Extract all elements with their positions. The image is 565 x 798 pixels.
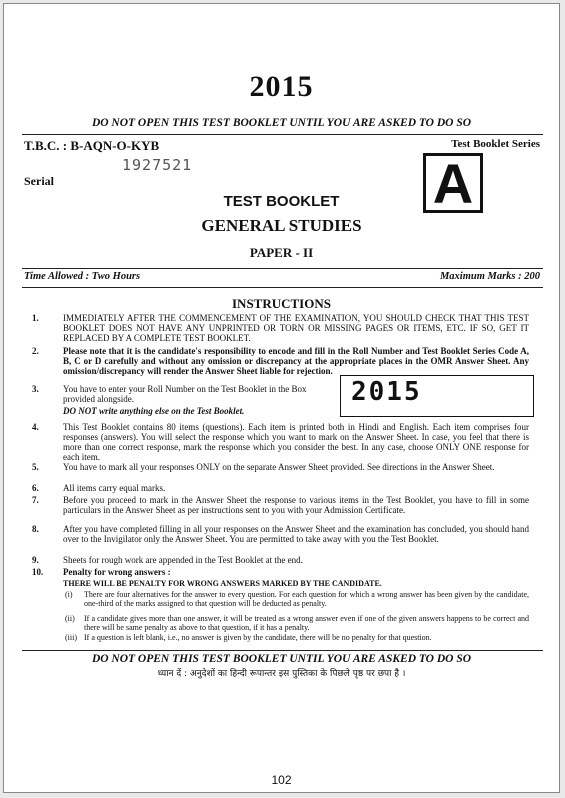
- item-number: 3.: [32, 384, 39, 394]
- item-number: 1.: [32, 313, 39, 323]
- sub-item-text: If a question is left blank, i.e., no answer is given by the candidate, there will be no penalty for that question.: [84, 633, 432, 642]
- series-label: Test Booklet Series: [451, 138, 540, 150]
- item-number: 2.: [32, 346, 39, 356]
- instruction-text: Please note that it is the candidate's responsibility to encode and fill in the Roll Number and Test Booklet Series Code A, B, C or D carefully and without any omission or discrepancy at the appropriate places in the OMR Answer Sheet. Any omission/discrepancy will render the Answer Sheet liable for rejection.: [63, 346, 529, 377]
- instruction-text: IMMEDIATELY AFTER THE COMMENCEMENT OF THE EXAMINATION, YOU SHOULD CHECK THAT THIS TEST BOOKLET DOES NOT HAVE ANY UNPRINTED OR TORN OR MISSING PAGES OR ITEMS, ETC. IF SO, GET IT REPLACED BY A COMPLETE TEST BOOKLET.: [63, 313, 529, 344]
- sub-item-text: There are four alternatives for the answer to every question. For each question for which a wrong answer has been given by the candidate, one-third of the marks assigned to that question will be deducted as penalty.: [84, 590, 529, 608]
- sub-item-number: (i): [65, 590, 73, 599]
- instruction-text: DO NOT write anything else on the Test Booklet.: [63, 406, 245, 416]
- item-number: 5.: [32, 462, 39, 472]
- item-number: 8.: [32, 524, 39, 534]
- instructions-title: INSTRUCTIONS: [232, 296, 331, 311]
- serial-number: 1927521: [122, 156, 193, 174]
- hindi-note: ध्यान दें : अनुदेशों का हिन्दी रूपान्तर इस पुस्तिका के पिछले पृष्ठ पर छपा है ।: [157, 669, 406, 679]
- sub-item-number: (ii): [65, 614, 75, 623]
- time-allowed: Time Allowed : Two Hours: [24, 271, 141, 282]
- paper-title: PAPER - II: [249, 245, 314, 260]
- tbc-code: T.B.C. : B-AQN-O-KYB: [24, 138, 160, 153]
- penalty-heading: THERE WILL BE PENALTY FOR WRONG ANSWERS MARKED BY THE CANDIDATE.: [63, 579, 382, 588]
- warning-top: DO NOT OPEN THIS TEST BOOKLET UNTIL YOU ARE ASKED TO DO SO: [91, 117, 472, 129]
- item-number: 6.: [32, 483, 39, 493]
- instruction-text: After you have completed filling in all your responses on the Answer Sheet and the examination has concluded, you should hand over to the Invigilator only the Answer Sheet. You are permitted to take away with you the Test Booklet.: [63, 524, 529, 545]
- divider: [22, 287, 543, 288]
- item-number: 10.: [32, 567, 44, 577]
- handwritten-year: 2015: [351, 377, 422, 407]
- instruction-text: All items carry equal marks.: [63, 483, 166, 493]
- divider: [22, 134, 543, 135]
- subject-title: GENERAL STUDIES: [201, 216, 362, 235]
- booklet-title: TEST BOOKLET: [223, 193, 340, 210]
- item-number: 9.: [32, 555, 39, 565]
- item-number: 7.: [32, 495, 39, 505]
- warning-bottom: DO NOT OPEN THIS TEST BOOKLET UNTIL YOU ARE ASKED TO DO SO: [91, 653, 472, 665]
- divider: [22, 650, 543, 651]
- item-number: 4.: [32, 422, 39, 432]
- test-booklet-page: [3, 3, 560, 793]
- instruction-text: You have to mark all your responses ONLY on the separate Answer Sheet provided. See directions in the Answer Sheet.: [63, 462, 495, 472]
- instruction-text: Sheets for rough work are appended in the Test Booklet at the end.: [63, 555, 303, 565]
- serial-label: Serial: [24, 174, 54, 188]
- sub-item-text: If a candidate gives more than one answer, it will be treated as a wrong answer even if one of the given answers happens to be correct and there will be same penalty as above to that question, if it has a penalty.: [84, 614, 529, 632]
- max-marks: Maximum Marks : 200: [439, 271, 540, 282]
- instruction-text: Before you proceed to mark in the Answer Sheet the response to various items in the Test Booklet, you have to fill in some particulars in the Answer Sheet as per instructions sent to you with your Admission Certificate.: [63, 495, 529, 516]
- sub-item-number: (iii): [65, 633, 77, 642]
- instruction-text: This Test Booklet contains 80 items (questions). Each item is printed both in Hindi and English. Each item comprises four responses (answers). You will select the response which you want to mark on the Answer Sheet. In case, you feel that there is more than one correct response, mark the response which you consider the best. In any case, choose ONLY ONE response for each item.: [63, 422, 529, 463]
- divider: [22, 268, 543, 269]
- exam-year: 2015: [249, 70, 314, 103]
- instruction-text: Penalty for wrong answers :: [63, 567, 171, 577]
- page-number: 102: [271, 773, 292, 787]
- series-letter-box: A: [423, 153, 483, 213]
- instruction-text: You have to enter your Roll Number on the Test Booklet in the Box provided alongside.: [63, 384, 307, 405]
